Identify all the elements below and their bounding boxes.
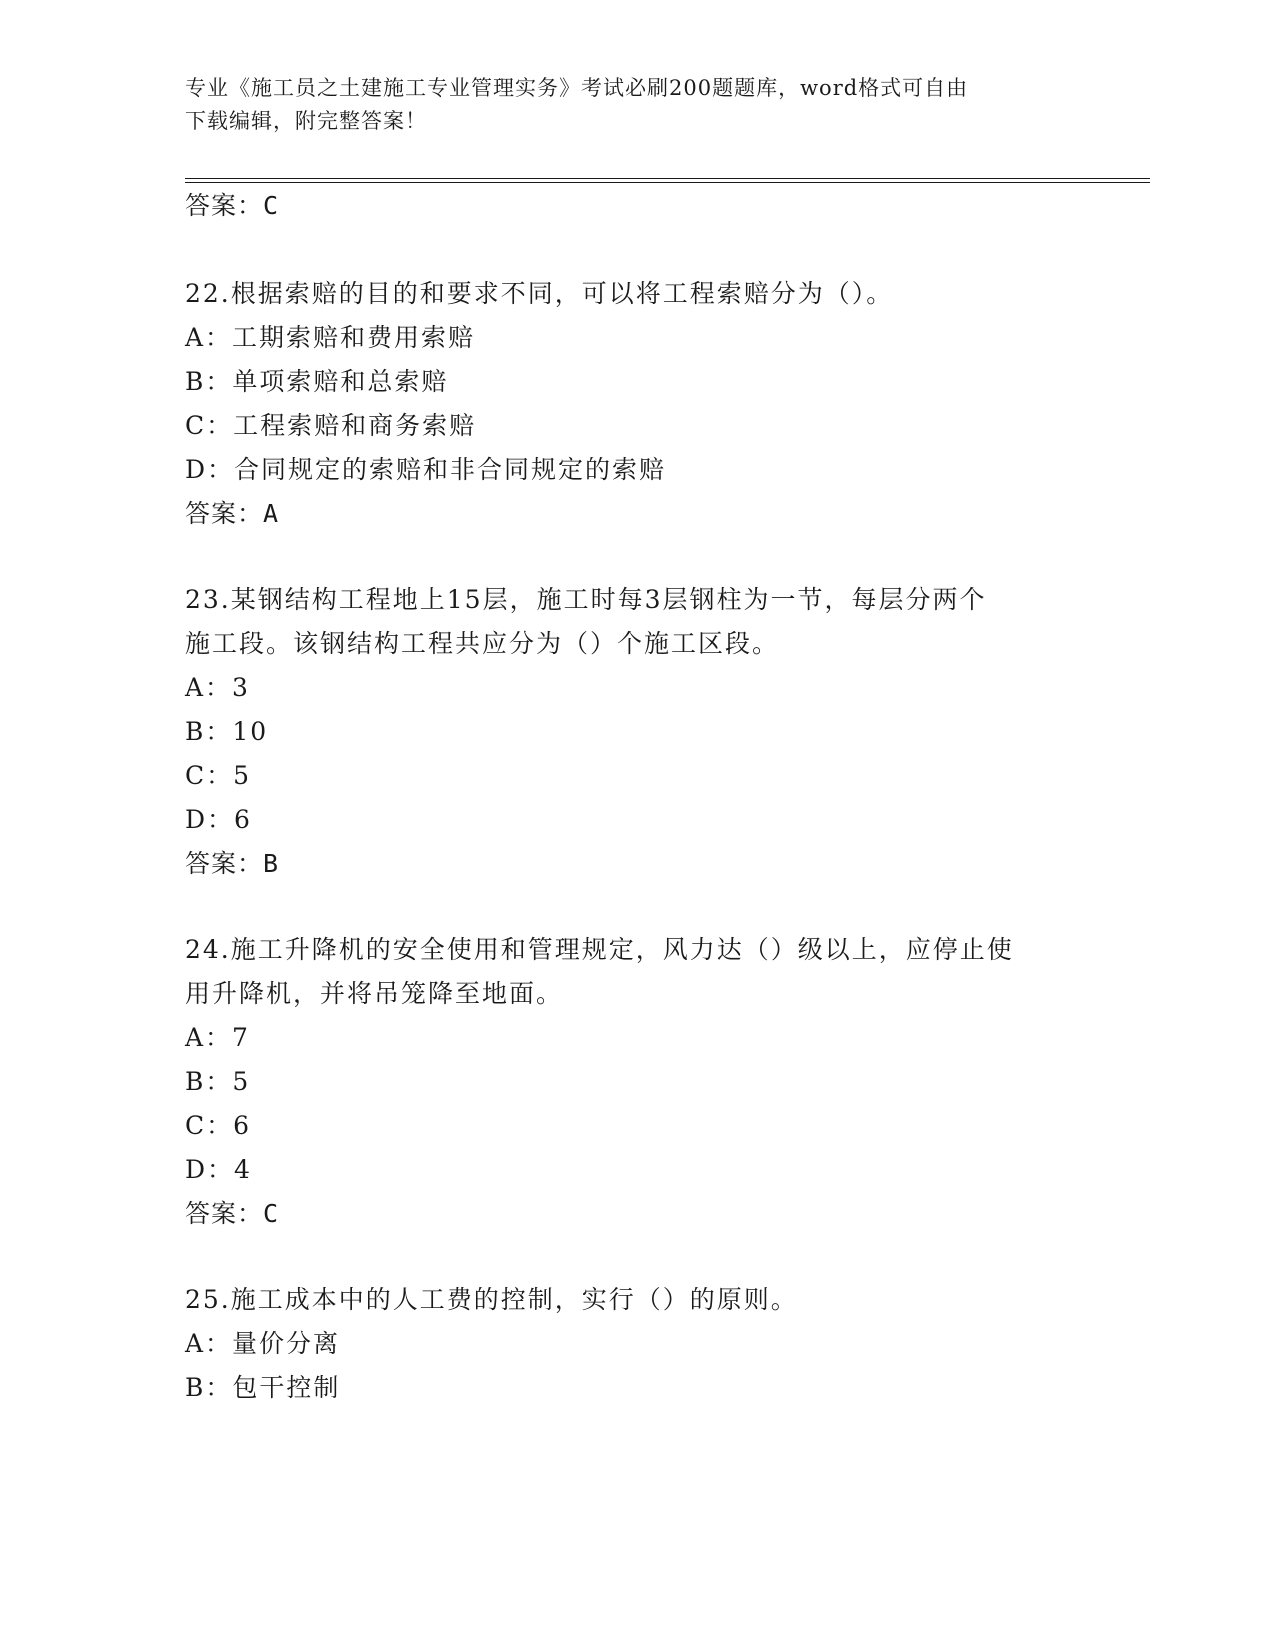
answer-value: A [263,499,280,528]
question-24-option-a: A：7 [185,1023,250,1052]
answer-label: 答案： [185,1199,264,1228]
question-22-option-d: D：合同规定的索赔和非合同规定的索赔 [185,455,667,484]
question-22-stem: 22.根据索赔的目的和要求不同，可以将工程索赔分为（）。 [185,279,894,308]
question-24-option-b: B：5 [185,1067,251,1096]
header-title-line-2: 下载编辑，附完整答案！ [185,109,427,133]
question-25-stem: 25.施工成本中的人工费的控制，实行（）的原则。 [185,1285,798,1314]
answer-value: C [263,191,280,220]
question-23-answer [185,844,279,880]
question-23-option-b: B：10 [185,717,269,746]
document-header [185,72,1065,138]
header-title-line-1: 专业《施工员之土建施工专业管理实务》考试必刷200题题库，word格式可自由 [185,76,969,100]
question-23-option-a: A：3 [185,673,250,702]
answer-value: B [263,849,280,878]
question-24-option-d: D：4 [185,1155,252,1184]
question-25-option-b: B：包干控制 [185,1373,341,1402]
question-22-option-c: C：工程索赔和商务索赔 [185,411,477,440]
question-24-option-c: C：6 [185,1111,252,1140]
question-24-stem-line-2: 用升降机，并将吊笼降至地面。 [185,979,564,1008]
answer-value: C [263,1199,280,1228]
answer-label: 答案： [185,499,264,528]
question-23-option-c: C：5 [185,761,252,790]
question-25-option-a: A：量价分离 [185,1329,341,1358]
header-divider-top [185,178,1150,179]
question-22-option-b: B：单项索赔和总索赔 [185,367,449,396]
answer-label: 答案： [185,849,264,878]
answer-label: 答案： [185,191,264,220]
question-24-answer [185,1194,279,1230]
question-24-stem-line-1: 24.施工升降机的安全使用和管理规定，风力达（）级以上，应停止使 [185,935,1014,964]
question-23-stem-line-1: 23.某钢结构工程地上15层，施工时每3层钢柱为一节，每层分两个 [185,585,987,614]
answer-line [185,186,279,222]
question-22-option-a: A：工期索赔和费用索赔 [185,323,476,352]
question-23-option-d: D：6 [185,805,252,834]
question-22-answer [185,494,279,530]
header-divider-bottom [185,182,1150,183]
question-23-stem-line-2: 施工段。该钢结构工程共应分为（）个施工区段。 [185,629,780,658]
